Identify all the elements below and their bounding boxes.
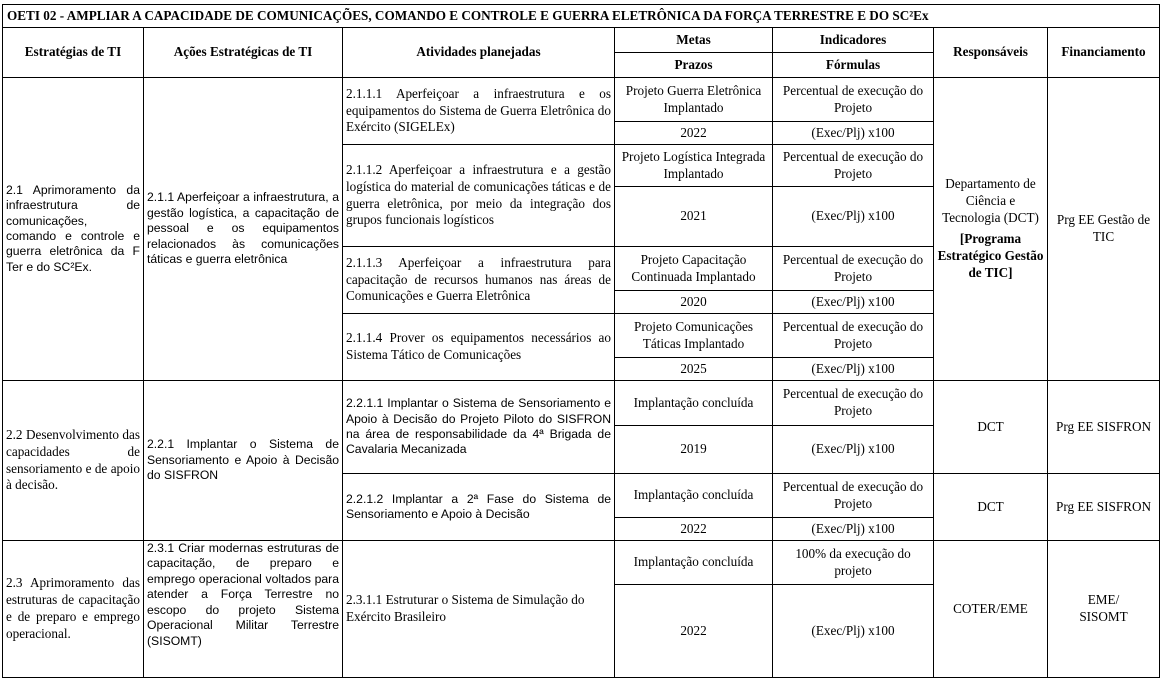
indicador-2-2-1-1: Percentual de execução do Projeto xyxy=(773,381,934,426)
atividade-2-3-1-1: 2.3.1.1 Estruturar o Sistema de Simulação do Exército Brasileiro xyxy=(343,541,615,678)
indicador-2-1-1-1: Percentual de execução do Projeto xyxy=(773,78,934,122)
atividade-2-1-1-3: 2.1.1.3 Aperfeiçoar a infraestrutura para capacitação de recursos humanos nas áreas de Comunicações e Guerra Eletrônica xyxy=(343,247,615,314)
atividade-2-2-1-1: 2.2.1.1 Implantar o Sistema de Sensoriamento e Apoio à Decisão do Projeto Piloto do SISFRON na área de responsabilidade da 4ª Brigada de Cavalaria Mecanizada xyxy=(343,381,615,474)
indicador-2-1-1-4: Percentual de execução do Projeto xyxy=(773,314,934,358)
header-estrategias: Estratégias de TI xyxy=(3,28,144,78)
header-metas: Metas xyxy=(615,28,773,53)
acao-2-3-1: 2.3.1 Criar modernas estruturas de capacitação, de preparo e emprego operacional voltados para atender a Força Terrestre no escopo do projeto Sistema Operacional Militar Terrestre (SISOMT) xyxy=(144,541,343,678)
indicador-2-1-1-3: Percentual de execução do Projeto xyxy=(773,247,934,291)
acao-2-1-1: 2.1.1 Aperfeiçoar a infraestrutura, a gestão logística, a capacitação de pessoal e os equipamentos relacionados às comunicações táticas e guerra eletrônica xyxy=(144,78,343,381)
atividade-2-1-1-2: 2.1.1.2 Aperfeiçoar a infraestrutura e a gestão logística do material de comunicações táticas e de guerra eletrônica, por meio da integração dos grupos funcionais logísticos xyxy=(343,145,615,247)
indicador-2-1-1-2: Percentual de execução do Projeto xyxy=(773,145,934,187)
formula-2-1-1-4: (Exec/Plj) x100 xyxy=(773,358,934,381)
meta-2-1-1-2: Projeto Logística Integrada Implantado xyxy=(615,145,773,187)
financiamento-2-3-line1: EME/ xyxy=(1087,592,1120,608)
prazo-2-1-1-4: 2025 xyxy=(615,358,773,381)
atividade-2-1-1-4: 2.1.1.4 Prover os equipamentos necessários ao Sistema Tático de Comunicações xyxy=(343,314,615,381)
header-indicadores: Indicadores xyxy=(773,28,934,53)
estrategia-2-1: 2.1 Aprimoramento da infraestrutura de comunicações, comando e controle e guerra eletrônica da F Ter e do SC²Ex. xyxy=(3,78,144,381)
formula-2-1-1-2: (Exec/Plj) x100 xyxy=(773,187,934,247)
oeti-table xyxy=(2,4,1160,678)
responsavel-2-1 xyxy=(934,78,1048,381)
header-responsaveis: Responsáveis xyxy=(934,28,1048,78)
responsavel-2-2-1-1: DCT xyxy=(934,381,1048,474)
responsavel-2-3: COTER/EME xyxy=(934,541,1048,678)
header-acoes: Ações Estratégicas de TI xyxy=(144,28,343,78)
prazo-2-1-1-1: 2022 xyxy=(615,122,773,145)
estrategia-2-3: 2.3 Aprimoramento das estruturas de capacitação e de preparo e emprego operacional. xyxy=(3,541,144,678)
table-title: OETI 02 - AMPLIAR A CAPACIDADE DE COMUNICAÇÕES, COMANDO E CONTROLE E GUERRA ELETRÔNICA DA FORÇA TERRESTRE E DO SC²Ex xyxy=(3,5,1160,28)
meta-2-1-1-3: Projeto Capacitação Continuada Implantado xyxy=(615,247,773,291)
header-formulas: Fórmulas xyxy=(773,53,934,78)
responsavel-2-2-1-2: DCT xyxy=(934,474,1048,541)
prazo-2-1-1-3: 2020 xyxy=(615,291,773,314)
meta-2-1-1-1: Projeto Guerra Eletrônica Implantado xyxy=(615,78,773,122)
meta-2-2-1-2: Implantação concluída xyxy=(615,474,773,518)
formula-2-2-1-2: (Exec/Plj) x100 xyxy=(773,518,934,541)
header-atividades: Atividades planejadas xyxy=(343,28,615,78)
financiamento-2-2-1-1: Prg EE SISFRON xyxy=(1048,381,1160,474)
atividade-2-2-1-2: 2.2.1.2 Implantar a 2ª Fase do Sistema de Sensoriamento e Apoio à Decisão xyxy=(343,474,615,541)
financiamento-2-3 xyxy=(1048,541,1160,678)
meta-2-3-1-1: Implantação concluída xyxy=(615,541,773,585)
financiamento-2-2-1-2: Prg EE SISFRON xyxy=(1048,474,1160,541)
indicador-2-2-1-2: Percentual de execução do Projeto xyxy=(773,474,934,518)
responsavel-2-1-program: [Programa Estratégico Gestão de TIC] xyxy=(937,231,1044,280)
indicador-2-3-1-1: 100% da execução do projeto xyxy=(773,541,934,585)
header-prazos: Prazos xyxy=(615,53,773,78)
estrategia-2-2: 2.2 Desenvolvimento das capacidades de sensoriamento e de apoio à decisão. xyxy=(3,381,144,541)
prazo-2-2-1-1: 2019 xyxy=(615,426,773,474)
formula-2-3-1-1: (Exec/Plj) x100 xyxy=(773,585,934,678)
formula-2-1-1-3: (Exec/Plj) x100 xyxy=(773,291,934,314)
financiamento-2-3-line2: SISOMT xyxy=(1079,609,1128,624)
prazo-2-3-1-1: 2022 xyxy=(615,585,773,678)
header-financiamento: Financiamento xyxy=(1048,28,1160,78)
responsavel-2-1-text: Departamento de Ciência e Tecnologia (DCT) xyxy=(942,176,1039,226)
acao-2-2-1: 2.2.1 Implantar o Sistema de Sensoriamento e Apoio à Decisão do SISFRON xyxy=(144,381,343,541)
prazo-2-1-1-2: 2021 xyxy=(615,187,773,247)
meta-2-1-1-4: Projeto Comunicações Táticas Implantado xyxy=(615,314,773,358)
atividade-2-1-1-1: 2.1.1.1 Aperfeiçoar a infraestrutura e os equipamentos do Sistema de Guerra Eletrônica do Exército (SIGELEx) xyxy=(343,78,615,145)
financiamento-2-1: Prg EE Gestão de TIC xyxy=(1048,78,1160,381)
meta-2-2-1-1: Implantação concluída xyxy=(615,381,773,426)
prazo-2-2-1-2: 2022 xyxy=(615,518,773,541)
formula-2-2-1-1: (Exec/Plj) x100 xyxy=(773,426,934,474)
formula-2-1-1-1: (Exec/Plj) x100 xyxy=(773,122,934,145)
